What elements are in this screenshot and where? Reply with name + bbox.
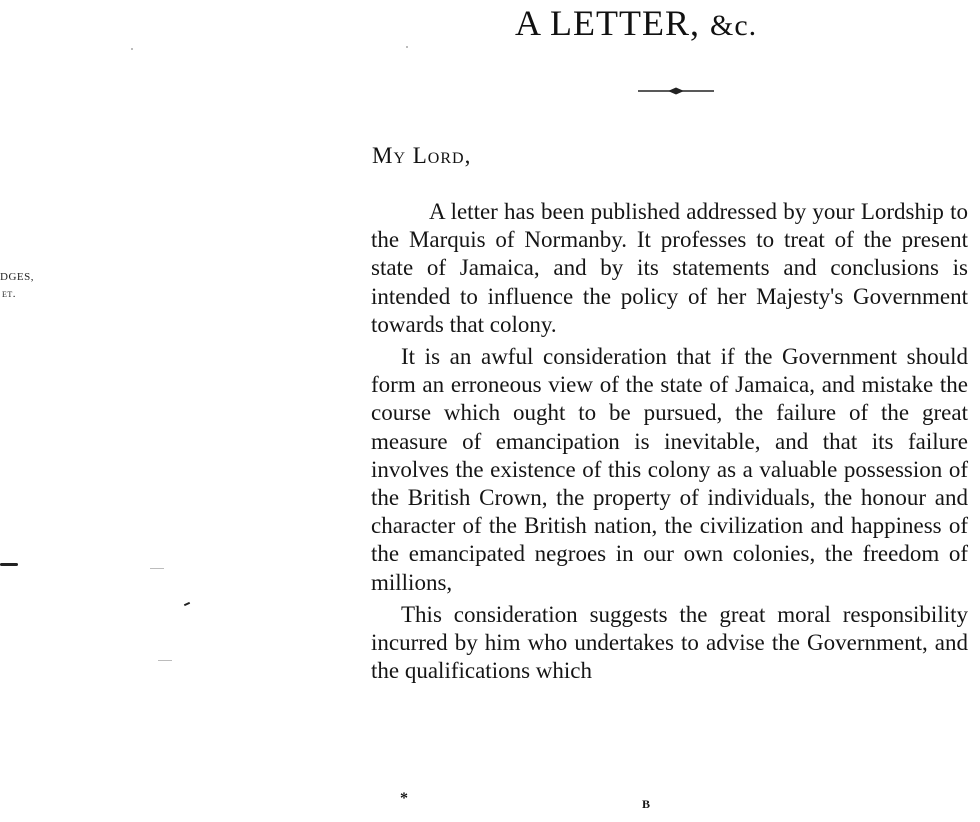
paper-speck	[158, 660, 172, 661]
facing-page-rule	[0, 563, 18, 566]
salutation: My Lord,	[372, 143, 472, 168]
paragraph-2: It is an awful consideration that if the Government should form an erroneous view of the state of Jamaica, and mistake the course which ought to be pursued, the failure of the great measure of emancipation is inevitable, and that its failure involves the existence of this colony as a valuable possession of the British Crown, the property of individuals, the honour and character of the British nation, the civilization and happiness of the emancipated negroes in our own colonies, the freedom of millions,	[371, 344, 968, 595]
paper-speck	[150, 568, 164, 569]
footer-asterisk: *	[400, 790, 408, 807]
page-title	[515, 2, 757, 44]
signature-mark: B	[642, 797, 652, 811]
stray-mark	[184, 602, 190, 606]
paragraph-3: This consideration suggests the great moral responsibility incurred by him who undertakes to advise the Government, and the qualifications which	[371, 601, 968, 684]
ornament-rule-icon	[638, 84, 714, 98]
title-etc: &c.	[709, 9, 758, 42]
paper-speck	[406, 46, 408, 48]
facing-page-fragment-1: DGES,	[0, 271, 34, 283]
paper-speck	[131, 48, 133, 50]
facing-page-fragment-2: et.	[2, 288, 17, 300]
paragraph-1: A letter has been published addressed by your Lordship to the Marquis of Normanby. It professes to treat of the present state of Jamaica, and by its statements and conclusions is intended to influence the policy of her Majesty's Government towards that colony.	[371, 199, 968, 337]
letter-body	[371, 198, 968, 689]
title-text: A LETTER,	[515, 3, 700, 43]
